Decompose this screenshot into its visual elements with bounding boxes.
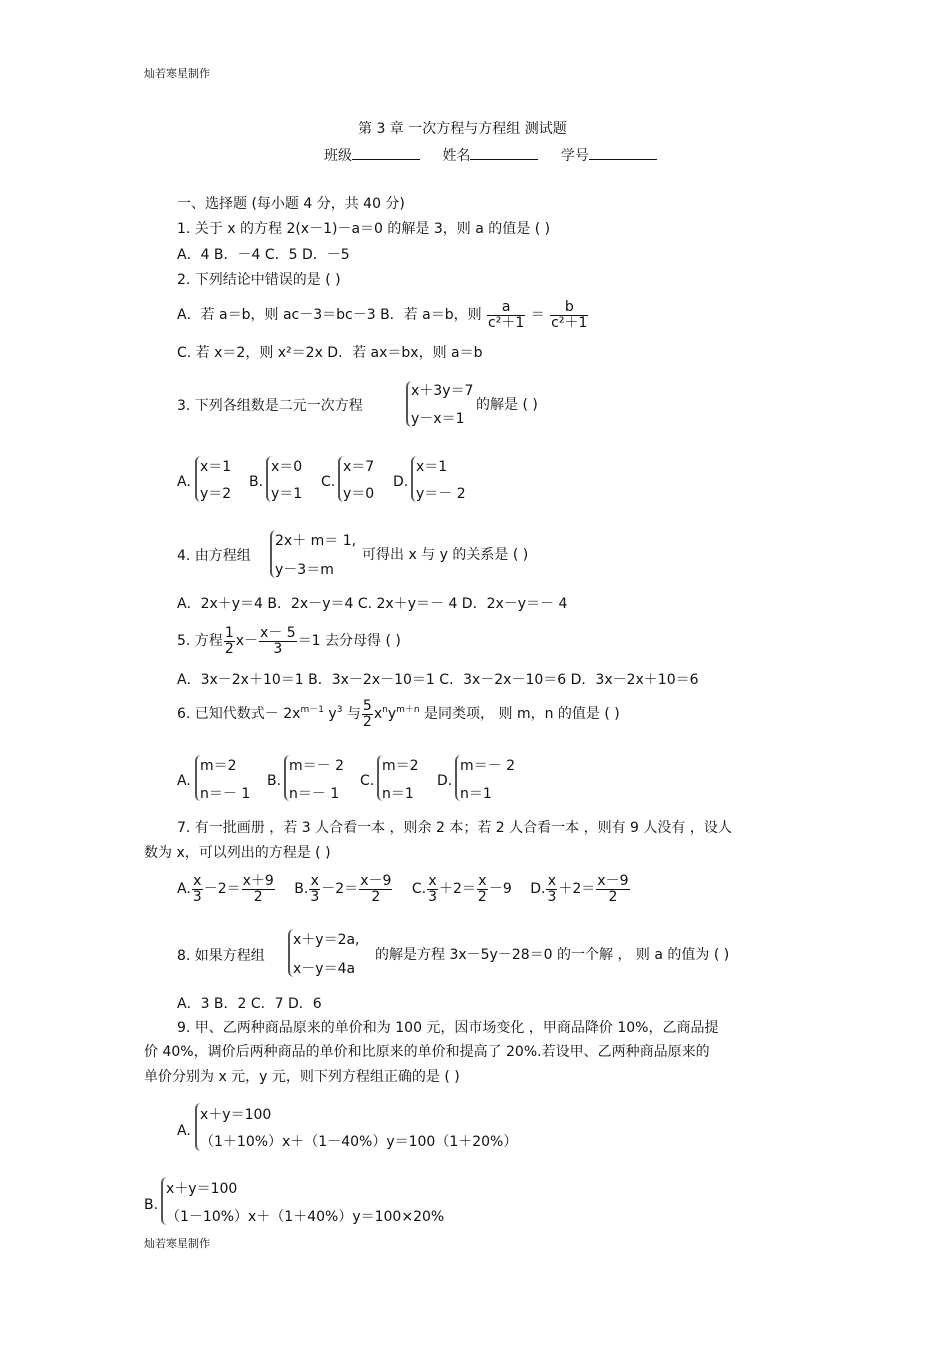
q7-c-f1-den: 3 xyxy=(428,888,437,905)
q7-option-c-op: ＋2＝ xyxy=(439,880,476,897)
q6-option-c-label: C. xyxy=(360,773,375,789)
q7-b-f2-den: 2 xyxy=(371,888,381,905)
q7-option-a-frac1 xyxy=(192,874,203,904)
q7-option-c-frac2 xyxy=(477,874,488,904)
q6-frac-num: 5 xyxy=(362,698,372,714)
student-info-line xyxy=(324,147,657,163)
q2-frac-a-den: c²＋1 xyxy=(488,314,525,331)
q7-option-b-op: －2＝ xyxy=(321,880,359,897)
q7-line1: 7. 有一批画册 ，若 3 人合看一本 ，则余 2 本；若 2 人合看一本 ，则有 9 人没有 ，设人 xyxy=(177,820,732,836)
q5-fraction-x5 xyxy=(259,626,297,656)
q2-frac-a-num: a xyxy=(487,300,525,316)
q5-fraction-half xyxy=(224,626,235,656)
class-blank[interactable] xyxy=(352,147,420,160)
q7-a-f2-den: 2 xyxy=(253,888,263,905)
q3-option-a-line1: x＝1 xyxy=(200,459,232,475)
q7-d-f2-num: x－9 xyxy=(597,873,629,889)
q6-mid: 与 xyxy=(342,705,361,722)
q8-stem: 8. 如果方程组 xyxy=(177,948,265,964)
q7-d-f1-num: x xyxy=(547,873,557,889)
q6-stem xyxy=(177,699,620,729)
q2-frac-b-den: c²＋1 xyxy=(551,314,588,331)
q6-y2: y xyxy=(387,705,397,722)
q5-options: A．3x－2x＋10＝1 B．3x－2x－10＝1 C．3x－2x－10＝6 D．3x－2x＋10＝6 xyxy=(177,672,699,688)
q3-option-a-label: A. xyxy=(177,474,191,490)
q5-frac2-den: 3 xyxy=(273,640,283,657)
q4-system-line2: y－3＝m xyxy=(275,562,334,578)
q3-option-d-label: D. xyxy=(393,474,409,490)
q5-mid: x－ xyxy=(235,632,259,649)
q9-line1: 9. 甲、乙两种商品原来的单价和为 100 元，因市场变化 ，甲商品降价 10%，乙商品提 xyxy=(177,1020,719,1036)
watermark-bottom: 灿若寒星制作 xyxy=(144,1237,210,1250)
q7-a-f2-num: x＋9 xyxy=(242,873,274,889)
q7-d-f2-den: 2 xyxy=(608,888,618,905)
q2-fraction-b xyxy=(550,300,588,330)
q7-option-d-frac1 xyxy=(546,874,557,904)
q5-frac2-num: x－ 5 xyxy=(260,625,296,641)
q2-frac-b-num: b xyxy=(550,300,588,316)
q6-option-a-line2: n＝－ 1 xyxy=(200,786,251,802)
q7-c-f2-den: 2 xyxy=(477,888,487,905)
q9-line3: 单价分别为 x 元，y 元，则下列方程组正确的是 ( ) xyxy=(144,1069,460,1085)
q7-option-a-frac2 xyxy=(242,874,275,904)
q6-exp-m1: m－1 xyxy=(300,704,324,715)
q8-system-line2: x－y＝4a xyxy=(293,961,356,977)
q7-option-b-frac2 xyxy=(359,874,392,904)
q7-b-f1-den: 3 xyxy=(310,888,320,905)
name-label: 姓名 xyxy=(442,148,471,164)
q4-system-line1: 2x＋ m＝ 1, xyxy=(275,533,357,549)
q7-options xyxy=(177,874,631,904)
q3-option-a-line2: y＝2 xyxy=(200,486,232,502)
q7-option-c-tail: －9 xyxy=(488,880,512,897)
q6-fraction xyxy=(362,699,373,729)
q6-option-a-line1: m＝2 xyxy=(200,758,237,774)
q5-tail: ＝1 去分母得 ( ) xyxy=(297,632,401,649)
q5-stem xyxy=(177,626,401,656)
q6-pre: 6. 已知代数式－ 2x xyxy=(177,705,301,722)
q9-option-b-label: B. xyxy=(144,1197,159,1213)
watermark-top: 灿若寒星制作 xyxy=(144,67,210,80)
q6-option-d-line1: m＝－ 2 xyxy=(460,758,515,774)
q3-option-b-label: B. xyxy=(249,474,264,490)
q1-options: A．4 B．－4 C．5 D．－5 xyxy=(177,247,350,263)
q6-option-b-line1: m＝－ 2 xyxy=(289,758,344,774)
q7-b-f1-num: x xyxy=(310,873,319,889)
id-blank[interactable] xyxy=(589,147,657,160)
q3-tail: 的解是 ( ) xyxy=(476,397,538,413)
q6-frac-den: 2 xyxy=(362,713,372,730)
q7-option-d-label: D. xyxy=(530,880,546,897)
q9-option-b-line2: （1－10%）x＋（1＋40%）y＝100×20% xyxy=(166,1209,445,1225)
q6-tail: 是同类项， 则 m，n 的值是 ( ) xyxy=(419,705,620,722)
q7-a-f1-num: x xyxy=(193,873,202,889)
page-title: 第 3 章 一次方程与方程组 测试题 xyxy=(358,121,567,137)
q6-option-d-line2: n＝1 xyxy=(460,786,492,802)
q9-option-a-label: A. xyxy=(177,1123,191,1139)
q7-option-c-frac1 xyxy=(427,874,438,904)
q6-option-a-label: A. xyxy=(177,773,191,789)
section-heading: 一、选择题 (每小题 4 分，共 40 分) xyxy=(177,196,405,212)
q5-pre: 5. 方程 xyxy=(177,632,223,649)
q9-line2: 价 40%，调价后两种商品的单价和比原来的单价和提高了 20%.若设甲、乙两种商品原来的 xyxy=(144,1044,710,1060)
q7-option-c-label: C. xyxy=(411,880,427,897)
q7-line2: 数为 x，可以列出的方程是 ( ) xyxy=(144,845,331,861)
q7-option-a-op: －2＝ xyxy=(203,880,241,897)
q7-option-b-label: B. xyxy=(294,880,309,897)
q1-stem: 1. 关于 x 的方程 2(x－1)－a＝0 的解是 3，则 a 的值是 ( ) xyxy=(177,221,551,237)
id-label: 学号 xyxy=(560,148,589,164)
q3-system-line2: y－x＝1 xyxy=(411,411,465,427)
q4-tail: 可得出 x 与 y 的关系是 ( ) xyxy=(362,547,529,563)
q6-x: x xyxy=(373,705,383,722)
q6-option-b-label: B. xyxy=(267,773,282,789)
q2-fraction-a xyxy=(487,300,525,330)
q4-stem: 4. 由方程组 xyxy=(177,548,251,564)
q9-option-b-line1: x＋y＝100 xyxy=(166,1181,238,1197)
q2-option-ab xyxy=(177,300,589,330)
q3-option-d-line2: y＝－ 2 xyxy=(416,486,466,502)
q7-d-f1-den: 3 xyxy=(547,888,557,905)
q7-b-f2-num: x－9 xyxy=(360,873,392,889)
q6-exp-3: 3 xyxy=(336,704,343,715)
q5-frac1-den: 2 xyxy=(224,640,234,657)
q6-option-c-line1: m＝2 xyxy=(382,758,419,774)
q8-system-line1: x＋y＝2a, xyxy=(293,932,360,948)
q6-option-c-line2: n＝1 xyxy=(382,786,414,802)
q3-option-c-line2: y＝0 xyxy=(343,486,375,502)
q6-exp-n: n xyxy=(382,704,388,715)
q9-option-a-line2: （1＋10%）x＋（1－40%）y＝100（1＋20%） xyxy=(200,1134,518,1150)
q8-options: A．3 B．2 C．7 D．6 xyxy=(177,996,322,1012)
q7-c-f2-num: x xyxy=(478,873,487,889)
q6-y: y xyxy=(323,705,337,722)
q7-option-b-frac1 xyxy=(309,874,320,904)
q2-option-ab-text: A．若 a＝b，则 ac－3＝bc－3 B．若 a＝b，则 xyxy=(177,307,482,324)
q6-option-b-line2: n＝－ 1 xyxy=(289,786,340,802)
class-label: 班级 xyxy=(324,148,352,164)
q3-option-d-line1: x＝1 xyxy=(416,459,448,475)
q7-option-d-frac2 xyxy=(596,874,629,904)
q2-option-cd: C. 若 x＝2，则 x²＝2x D．若 ax＝bx，则 a＝b xyxy=(177,345,483,361)
q2-stem: 2. 下列结论中错误的是 ( ) xyxy=(177,272,341,288)
q2-equals: ＝ xyxy=(530,307,545,324)
q8-tail: 的解是方程 3x－5y－28＝0 的一个解 ， 则 a 的值为 ( ) xyxy=(375,947,730,963)
q7-c-f1-num: x xyxy=(428,873,437,889)
q7-a-f1-den: 3 xyxy=(192,888,202,905)
q4-options: A．2x＋y＝4 B．2x－y＝4 C. 2x＋y＝－ 4 D．2x－y＝－ 4 xyxy=(177,596,568,612)
q6-option-d-label: D. xyxy=(437,773,453,789)
q6-exp-mn: m＋n xyxy=(396,704,420,715)
q5-frac1-num: 1 xyxy=(224,625,234,641)
q9-option-a-line1: x＋y＝100 xyxy=(200,1107,272,1123)
q3-option-b-line2: y＝1 xyxy=(271,486,303,502)
q7-option-a-label: A. xyxy=(177,880,191,897)
q3-system-line1: x＋3y＝7 xyxy=(411,383,474,399)
q3-option-c-label: C. xyxy=(321,474,336,490)
q7-option-d-op: ＋2＝ xyxy=(558,880,596,897)
q3-stem: 3. 下列各组数是二元一次方程 xyxy=(177,398,363,414)
q3-option-c-line1: x＝7 xyxy=(343,459,375,475)
name-blank[interactable] xyxy=(470,147,538,160)
q3-option-b-line1: x＝0 xyxy=(271,459,303,475)
